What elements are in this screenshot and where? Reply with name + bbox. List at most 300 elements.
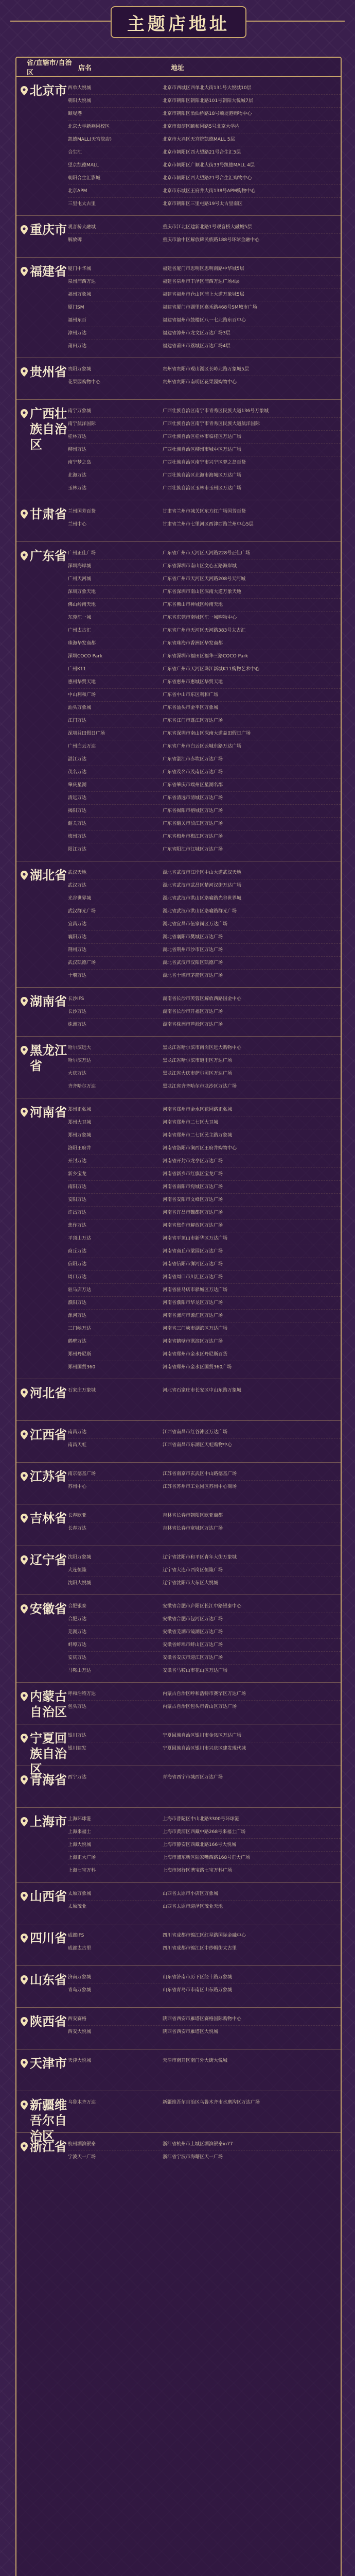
- location-pin-icon: [21, 2100, 28, 2110]
- store-address: 浙江省杭州市上城区湖滨银泰in77: [163, 2142, 233, 2147]
- province-label: [21, 83, 68, 98]
- province-label: [21, 548, 68, 564]
- store-name: 新乡宝龙: [68, 1172, 87, 1177]
- table-row: [68, 766, 341, 779]
- store-name: 江门万达: [68, 718, 87, 723]
- table-row: [68, 108, 341, 121]
- store-address: 河南省平顶山市新华区万达广场: [163, 1236, 228, 1241]
- table-row: [68, 1258, 341, 1271]
- province-name: 天津市: [30, 2056, 67, 2071]
- store-address: 广东省深圳市南山区深南大道益田假日广场: [163, 731, 251, 736]
- store-address: 安徽省芜湖市镜湖区万达广场: [163, 1630, 223, 1635]
- province-label: [21, 1511, 68, 1526]
- store-name: 苏州中心: [68, 1484, 87, 1489]
- store-address: 黑龙江省齐齐哈尔市龙沙区万达广场: [163, 1084, 237, 1089]
- store-address: 广东省珠海市香洲区华发商都: [163, 641, 223, 646]
- store-name: 商丘万达: [68, 1249, 87, 1254]
- store-name: 梅州万达: [68, 834, 87, 839]
- store-address: 上海市静安区西藏北路166号大悦城: [163, 1842, 237, 1848]
- store-name: 三门峡万达: [68, 1326, 92, 1331]
- store-address: 广西壮族自治区南宁市青秀区民族大道136号万象城: [163, 409, 269, 414]
- store-address: 贵州省贵阳市南明区花果园购物中心: [163, 380, 237, 385]
- province-section: [16, 215, 341, 257]
- store-name: 银川建发: [68, 1746, 87, 1751]
- store-name: 沈阳大悦城: [68, 1581, 92, 1586]
- store-name: 郑州丹尼斯: [68, 1352, 92, 1357]
- store-name: 深圳益田假日广场: [68, 731, 105, 736]
- table-row: [68, 121, 341, 133]
- store-address: 黑龙江省哈尔滨市南岗区远大购物中心: [163, 1045, 242, 1050]
- province-section: [16, 1882, 341, 1924]
- table-row: [68, 663, 341, 676]
- location-pin-icon: [21, 1734, 28, 1743]
- province-section: [16, 1379, 341, 1420]
- province-section: [16, 1595, 341, 1682]
- province-name: 贵州省: [30, 364, 67, 379]
- province-section: [16, 399, 341, 500]
- province-section: [16, 1682, 341, 1724]
- table-row: [68, 599, 341, 612]
- store-rows: [68, 2055, 341, 2067]
- store-name: 信阳万达: [68, 1262, 87, 1267]
- store-address: 安徽省蚌埠市蚌山区万达广场: [163, 1642, 223, 1648]
- table-row: [68, 1701, 341, 1713]
- table-row: [68, 1297, 341, 1310]
- table-row: [68, 1323, 341, 1335]
- province-name: 陕西省: [30, 2014, 67, 2029]
- location-pin-icon: [21, 1934, 28, 1943]
- store-name: 哈尔滨远大: [68, 1045, 92, 1050]
- table-row: [68, 1771, 341, 1784]
- store-name: 成都IFS: [68, 1933, 84, 1938]
- table-row: [68, 82, 341, 95]
- table-header: [16, 58, 341, 77]
- province-section: [16, 2132, 341, 2174]
- store-rows: [68, 1600, 341, 1677]
- store-address: 吉林省长春市朝阳区欧亚商都: [163, 1513, 223, 1518]
- store-name: 广州K11: [68, 667, 86, 672]
- province-label: [21, 2056, 68, 2071]
- store-address: 辽宁省沈阳市和平区青年大街万象城: [163, 1555, 237, 1560]
- table-row: [68, 740, 341, 753]
- table-row: [68, 727, 341, 740]
- store-address: 陕西省西安市雁塔区赛格国际购物中心: [163, 2016, 242, 2022]
- table-row: [68, 805, 341, 818]
- store-address: 甘肃省兰州市城关区东方红广场国芳百货: [163, 509, 246, 514]
- table-row: [68, 198, 341, 210]
- store-name: 襄阳万达: [68, 935, 87, 940]
- table-row: [68, 1510, 341, 1522]
- store-name: 漯河万达: [68, 1313, 87, 1318]
- store-address: 江西省南昌市东湖区天虹购物中心: [163, 1443, 233, 1448]
- province-label: [21, 1043, 68, 1074]
- province-section: [16, 1924, 341, 1965]
- store-rows: [68, 1771, 341, 1784]
- store-address: 广东省湛江市赤坎区万达广场: [163, 757, 223, 762]
- store-rows: [68, 993, 341, 1031]
- table-row: [68, 1219, 341, 1232]
- table-row: [68, 2013, 341, 2026]
- table-row: [68, 518, 341, 531]
- table-row: [68, 1019, 341, 1031]
- table-row: [68, 1929, 341, 1942]
- store-name: 深圳海岸城: [68, 564, 92, 569]
- location-pin-icon: [21, 1555, 28, 1565]
- table-row: [68, 444, 341, 456]
- title-badge: [111, 6, 246, 38]
- location-pin-icon: [21, 267, 28, 276]
- province-label: [21, 1105, 68, 1120]
- store-address: 上海市浦东新区陆家嘴西路168号正大广场: [163, 1855, 251, 1860]
- store-name: 北京大学新燕园校区: [68, 124, 110, 129]
- table-row: [68, 1901, 341, 1913]
- province-label: [21, 1427, 68, 1443]
- store-name: 茂名万达: [68, 770, 87, 775]
- location-pin-icon: [21, 1046, 28, 1055]
- store-address: 河南省郑州市二七区民主路万象城: [163, 1133, 233, 1138]
- location-pin-icon: [21, 1472, 28, 1481]
- store-rows: [68, 505, 341, 531]
- store-name: 洛阳王府井: [68, 1146, 92, 1151]
- store-name: 广州正佳广场: [68, 551, 96, 556]
- table-row: [68, 405, 341, 418]
- table-row: [68, 586, 341, 599]
- table-row: [68, 1564, 341, 1577]
- province-name: 广西壮族自治区: [30, 406, 67, 452]
- location-pin-icon: [21, 409, 28, 418]
- table-row: [68, 931, 341, 944]
- table-row: [68, 1522, 341, 1535]
- store-address: 广东省广州市天河区天河路228号正佳广场: [163, 551, 251, 556]
- store-address: 湖北省武汉市洪山区珞喻路光谷世界城: [163, 896, 242, 901]
- store-name: 合肥万达: [68, 1617, 87, 1622]
- province-label: [21, 264, 68, 279]
- province-section: [16, 1807, 341, 1882]
- table-row: [68, 1852, 341, 1865]
- table-row: [68, 221, 341, 234]
- province-label: [21, 1689, 68, 1720]
- store-name: 佛山岭南天地: [68, 602, 96, 607]
- table-row: [68, 2138, 341, 2151]
- store-address: 广西壮族自治区南宁市青秀区民族大道航洋国际: [163, 421, 260, 427]
- store-name: 深圳COCO Park: [68, 654, 103, 659]
- store-address: 江苏省苏州市工业园区苏州中心商场: [163, 1484, 237, 1489]
- store-name: 漳州万达: [68, 331, 87, 336]
- province-name: 浙江省: [30, 2139, 67, 2154]
- store-name: 许昌万达: [68, 1210, 87, 1215]
- province-section: [16, 1504, 341, 1546]
- table-row: [68, 314, 341, 327]
- store-address: 辽宁省沈阳市大东区大悦城: [163, 1581, 219, 1586]
- store-address: 广东省江门市蓬江区万达广场: [163, 718, 223, 723]
- province-name: 重庆市: [30, 222, 67, 237]
- store-address: 上海市闵行区漕宝路七宝万科广场: [163, 1868, 233, 1873]
- store-address: 辽宁省大连市西岗区恒隆广场: [163, 1568, 223, 1573]
- province-label: [21, 1972, 68, 1988]
- table-row: [68, 1067, 341, 1080]
- store-address: 安徽省合肥市庐阳区长江中路银泰中心: [163, 1604, 242, 1609]
- table-row: [68, 612, 341, 624]
- table-row: [68, 1665, 341, 1677]
- store-address: 新疆维吾尔自治区乌鲁木齐市水磨沟区万达广场: [163, 2100, 260, 2105]
- store-address: 河南省鹤壁市淇滨区万达广场: [163, 1339, 223, 1344]
- store-address: 广东省韶关市浈江区万达广场: [163, 821, 223, 826]
- table-row: [68, 1245, 341, 1258]
- table-row: [68, 637, 341, 650]
- location-pin-icon: [21, 1817, 28, 1826]
- store-name: 平顶山万达: [68, 1236, 92, 1241]
- store-name: 太原万象城: [68, 1891, 92, 1896]
- store-name: 郑州正弘城: [68, 1107, 92, 1112]
- store-address: 安徽省合肥市包河区万达广场: [163, 1617, 223, 1622]
- store-address: 广东省茂名市茂南区万达广场: [163, 770, 223, 775]
- table-row: [68, 2026, 341, 2038]
- table-row: [68, 482, 341, 495]
- location-pin-icon: [21, 1975, 28, 1985]
- store-name: 北海万达: [68, 473, 87, 478]
- store-name: 合生汇: [68, 150, 82, 155]
- table-row: [68, 363, 341, 376]
- store-rows: [68, 2096, 341, 2109]
- store-rows: [68, 363, 341, 388]
- store-rows: [68, 547, 341, 856]
- store-name: 兰州中心: [68, 522, 87, 527]
- province-name: 黑龙江省: [30, 1043, 67, 1073]
- table-row: [68, 340, 341, 352]
- store-rows: [68, 867, 341, 982]
- store-name: 桂林万达: [68, 434, 87, 439]
- store-address: 浙江省宁波市海曙区天一广场: [163, 2155, 223, 2160]
- store-address: 河南省驻马店市驿城区万达广场: [163, 1287, 228, 1293]
- location-pin-icon: [21, 1775, 28, 1785]
- store-rows: [68, 221, 341, 246]
- province-label: [21, 1889, 68, 1904]
- store-name: 泉州浦西万达: [68, 279, 96, 284]
- province-name: 湖南省: [30, 994, 67, 1009]
- store-address: 广东省东莞市南城区汇一城购物中心: [163, 615, 237, 620]
- store-address: 河南省商丘市梁园区万达广场: [163, 1249, 223, 1254]
- store-rows: [68, 1042, 341, 1093]
- table-row: [68, 1310, 341, 1323]
- store-name: 南宁航洋国际: [68, 421, 96, 427]
- store-name: 大连恒隆: [68, 1568, 87, 1573]
- store-name: 濮阳万达: [68, 1300, 87, 1306]
- store-address: 河南省信阳市浉河区万达广场: [163, 1262, 223, 1267]
- province-label: [21, 364, 68, 380]
- store-address: 河南省周口市川汇区万达广场: [163, 1275, 223, 1280]
- store-list-panel: [15, 57, 342, 2576]
- store-address: 河南省漯河市源汇区万达广场: [163, 1313, 223, 1318]
- store-name: 芜湖万达: [68, 1630, 87, 1635]
- table-row: [68, 1384, 341, 1397]
- table-row: [68, 1271, 341, 1284]
- table-row: [68, 172, 341, 185]
- table-row: [68, 276, 341, 289]
- table-row: [68, 1361, 341, 1374]
- store-rows: [68, 1468, 341, 1493]
- store-name: 武汉天地: [68, 870, 87, 875]
- table-row: [68, 1652, 341, 1665]
- table-row: [68, 133, 341, 146]
- store-name: 天津大悦城: [68, 2058, 92, 2063]
- store-address: 重庆市江北区建新北路1号观音桥大融城5层: [163, 225, 252, 230]
- table-row: [68, 1426, 341, 1439]
- store-name: 驻马店万达: [68, 1287, 92, 1293]
- store-rows: [68, 263, 341, 352]
- table-row: [68, 1730, 341, 1742]
- column-header-store: 店名: [78, 64, 92, 72]
- store-name: 韶关万达: [68, 821, 87, 826]
- table-row: [68, 818, 341, 831]
- store-address: 北京市朝阳区朝阳北路101号朝阳大悦城7层: [163, 98, 253, 104]
- table-row: [68, 1207, 341, 1219]
- table-row: [68, 159, 341, 172]
- location-pin-icon: [21, 1430, 28, 1439]
- store-name: 武汉凯德广场: [68, 960, 96, 965]
- location-pin-icon: [21, 2142, 28, 2151]
- store-address: 广东省深圳市南山区深南大道万象天地: [163, 589, 242, 595]
- province-name: 广东省: [30, 548, 67, 563]
- store-rows: [68, 1551, 341, 1589]
- store-name: 南宁万象城: [68, 409, 92, 414]
- location-pin-icon: [21, 2017, 28, 2026]
- store-address: 山东省济南市历下区经十路万象城: [163, 1975, 233, 1980]
- location-pin-icon: [21, 225, 28, 234]
- table-row: [68, 301, 341, 314]
- province-section: [16, 358, 341, 399]
- province-name: 江西省: [30, 1427, 67, 1442]
- store-address: 山西省太原市小店区万象城: [163, 1891, 219, 1896]
- province-label: [21, 506, 68, 522]
- store-name: 厦门SM: [68, 305, 84, 310]
- location-pin-icon: [21, 1514, 28, 1523]
- store-address: 湖北省武汉市武昌区楚河汉街万达广场: [163, 883, 242, 888]
- table-row: [68, 792, 341, 805]
- table-row: [68, 1742, 341, 1755]
- store-address: 湖北省十堰市茅箭区万达广场: [163, 973, 223, 978]
- location-pin-icon: [21, 1388, 28, 1398]
- store-address: 湖南省长沙市芙蓉区解放西路国金中心: [163, 996, 242, 1002]
- store-name: 郑州大卫城: [68, 1120, 92, 1125]
- province-name: 新疆维吾尔自治区: [30, 2097, 67, 2143]
- store-name: 贵阳万象城: [68, 367, 92, 372]
- store-address: 河南省郑州市二七区大卫城: [163, 1120, 219, 1125]
- province-section: [16, 2007, 341, 2049]
- table-row: [68, 456, 341, 469]
- column-header-address: 地址: [171, 64, 185, 72]
- table-row: [68, 1006, 341, 1019]
- store-name: 呼和浩特万达: [68, 1691, 96, 1697]
- store-address: 广东省中山市东区利和广场: [163, 692, 219, 698]
- province-name: 内蒙古自治区: [30, 1689, 67, 1719]
- store-name: 解放碑: [68, 238, 82, 243]
- province-label: [21, 1772, 68, 1788]
- store-name: 长春欧亚: [68, 1513, 87, 1518]
- store-address: 安徽省安庆市迎江区万达广场: [163, 1655, 223, 1660]
- store-name: 安阳万达: [68, 1197, 87, 1202]
- table-row: [68, 1104, 341, 1116]
- store-address: 湖北省襄阳市樊城区万达广场: [163, 935, 223, 940]
- store-address: 福建省厦门市湖里区嘉禾路468号SM城市广场: [163, 305, 257, 310]
- store-address: 广东省惠州市惠城区华贸天地: [163, 680, 223, 685]
- store-name: 上海环球港: [68, 1817, 92, 1822]
- table-row: [68, 1813, 341, 1826]
- location-pin-icon: [21, 367, 28, 377]
- table-row: [68, 1194, 341, 1207]
- store-name: 银川万达: [68, 1733, 87, 1738]
- table-row: [68, 2151, 341, 2163]
- table-row: [68, 1055, 341, 1067]
- table-row: [68, 1942, 341, 1955]
- store-rows: [68, 2013, 341, 2038]
- table-row: [68, 547, 341, 560]
- store-name: 中山利和广场: [68, 692, 96, 698]
- province-name: 青海省: [30, 1772, 67, 1787]
- store-address: 河南省郑州市金水区国贸360广场: [163, 1365, 232, 1370]
- table-row: [68, 146, 341, 159]
- table-row: [68, 1116, 341, 1129]
- location-pin-icon: [21, 510, 28, 519]
- store-address: 宁夏回族自治区银川市兴庆区建发现代城: [163, 1746, 246, 1751]
- table-row: [68, 1971, 341, 1984]
- table-row: [68, 1468, 341, 1481]
- store-name: 清远万达: [68, 795, 87, 801]
- store-name: 阳江万达: [68, 847, 87, 852]
- store-address: 河南省新乡市红旗区宝龙广场: [163, 1172, 223, 1177]
- store-name: 上海正大广场: [68, 1855, 96, 1860]
- province-name: 宁夏回族自治区: [30, 1731, 67, 1776]
- store-address: 河南省洛阳市涧西区王府井购物中心: [163, 1146, 237, 1151]
- store-address: 北京市东城区王府井大街138号APM购物中心: [163, 189, 256, 194]
- store-address: 山东省青岛市市南区山东路万象城: [163, 1988, 233, 1993]
- store-name: 揭阳万达: [68, 808, 87, 814]
- province-name: 甘肃省: [30, 506, 67, 521]
- table-row: [68, 1865, 341, 1877]
- store-name: 光谷世界城: [68, 896, 92, 901]
- store-address: 广东省深圳市南山区文心五路海岸城: [163, 564, 237, 569]
- table-row: [68, 650, 341, 663]
- table-row: [68, 1080, 341, 1093]
- store-address: 河北省石家庄市长安区中山东路万象城: [163, 1388, 242, 1393]
- store-address: 河南省郑州市金水区花园路正弘城: [163, 1107, 233, 1112]
- province-name: 山西省: [30, 1889, 67, 1904]
- table-row: [68, 1335, 341, 1348]
- store-address: 广东省广州市天河区天河路208号天河城: [163, 577, 246, 582]
- store-name: 汕头万象城: [68, 705, 92, 710]
- table-row: [68, 676, 341, 689]
- store-address: 河南省安阳市文峰区万达广场: [163, 1197, 223, 1202]
- store-name: 哈尔滨万达: [68, 1058, 92, 1063]
- store-address: 福建省福州市仓山区浦上大道万象城5层: [163, 292, 244, 297]
- store-address: 广东省阳江市江城区万达广场: [163, 847, 223, 852]
- province-section: [16, 2091, 341, 2143]
- store-address: 青海省西宁市城西区万达广场: [163, 1775, 223, 1780]
- province-name: 辽宁省: [30, 1552, 67, 1567]
- store-name: 郑州万象城: [68, 1133, 92, 1138]
- province-section: [16, 1462, 341, 1504]
- province-label: [21, 868, 68, 883]
- store-address: 福建省莆田市荔城区万达广场4层: [163, 344, 230, 349]
- table-row: [68, 831, 341, 843]
- store-address: 湖北省宜昌市伍家岗区万达广场: [163, 922, 228, 927]
- store-name: 南阳万达: [68, 1184, 87, 1190]
- province-name: 安徽省: [30, 1601, 67, 1616]
- location-pin-icon: [21, 1108, 28, 1117]
- province-section: [16, 1766, 341, 1807]
- store-address: 湖北省武汉市江岸区中山大道武汉天地: [163, 870, 242, 875]
- store-address: 湖北省荆州市沙市区万达广场: [163, 947, 223, 953]
- store-address: 广东省汕头市金平区万象城: [163, 705, 219, 710]
